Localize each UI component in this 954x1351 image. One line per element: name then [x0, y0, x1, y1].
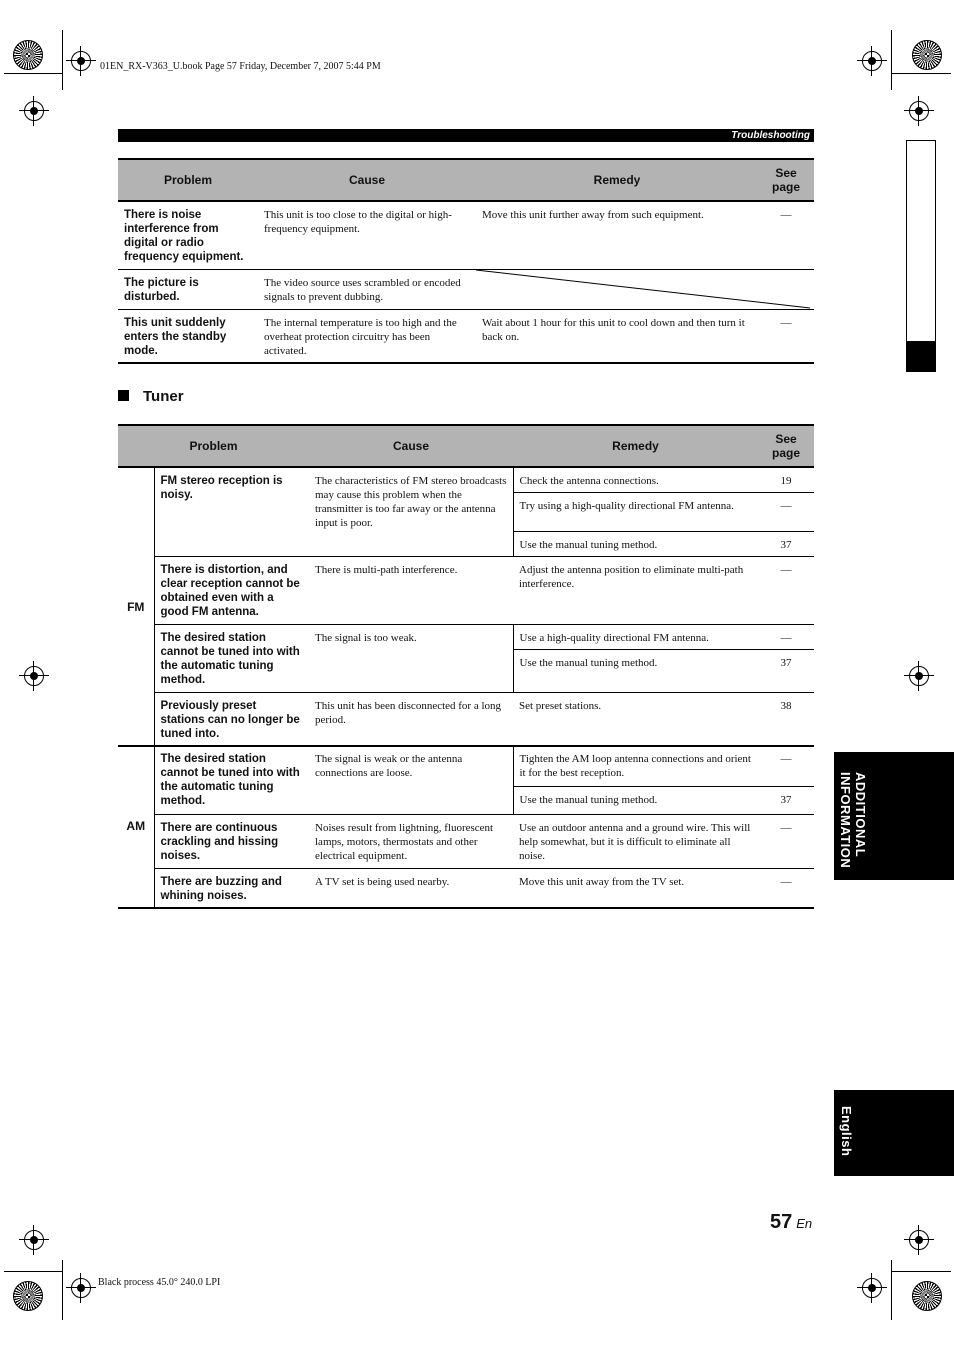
cause-cell: The characteristics of FM stereo broadcasts may cause this problem when the transmitter is too far away or the antenna input is poor. — [309, 467, 513, 557]
page-cell: 37 — [758, 650, 814, 693]
remedy-cell: Use the manual tuning method. — [513, 786, 758, 814]
problem-cell: There are continuous crackling and hissing noises. — [154, 814, 309, 868]
cause-cell: A TV set is being used nearby. — [315, 875, 450, 888]
crop-mark — [891, 1271, 951, 1272]
remedy-cell: Wait about 1 hour for this unit to cool down and then turn it back on. — [482, 316, 745, 343]
crop-mark — [62, 1260, 63, 1320]
page-label: page — [771, 180, 800, 194]
remedy-cell: Use an outdoor antenna and a ground wire. This will help somewhat, but it is difficult to eliminate all noise. — [513, 814, 758, 868]
registration-rosette-icon — [13, 1281, 43, 1311]
remedy-cell: Check the antenna connections. — [513, 467, 758, 493]
remedy-cell: Use the manual tuning method. — [513, 532, 758, 557]
cause-cell: This unit is too close to the digital or high-frequency equipment. — [258, 201, 476, 269]
cause-cell: Noises result from lightning, fluorescent lamps, motors, thermostats and other electrical equipment. — [309, 814, 513, 868]
crosshair-mark-icon — [862, 51, 882, 71]
crosshair-mark-icon — [24, 1230, 44, 1250]
side-tab-outline — [906, 140, 936, 372]
remedy-cell: Adjust the antenna position to eliminate multi-path interference. — [513, 557, 758, 625]
crosshair-mark-icon — [24, 666, 44, 686]
see-label: See — [775, 432, 797, 446]
cause-cell: The internal temperature is too high and the overheat protection circuitry has been activated. — [264, 316, 457, 357]
section-bar-label: Troubleshooting — [731, 130, 810, 141]
page-cell: 37 — [758, 786, 814, 814]
crop-mark — [62, 30, 63, 90]
cause-cell: The signal is too weak. — [309, 625, 513, 693]
cause-cell: The signal is weak or the antenna connections are loose. — [309, 746, 513, 814]
band-label-fm: FM — [118, 467, 154, 746]
problem-cell: The desired station cannot be tuned into with the automatic tuning method. — [154, 746, 309, 814]
remedy-cell: Set preset stations. — [519, 700, 602, 712]
page-cell: — — [758, 814, 814, 868]
side-tab-english-label: English — [839, 1106, 854, 1157]
problem-cell: The picture is disturbed. — [118, 269, 258, 309]
side-tab-label — [838, 772, 868, 868]
crop-mark — [4, 73, 62, 74]
crosshair-mark-icon — [909, 1230, 929, 1250]
problem-cell: Previously preset stations can no longer be tuned into. — [160, 700, 300, 740]
remedy-empty-cell — [476, 269, 814, 309]
problem-cell: This unit suddenly enters the standby mode. — [124, 316, 227, 357]
troubleshooting-table — [118, 158, 814, 364]
crosshair-mark-icon — [909, 666, 929, 686]
crosshair-mark-icon — [71, 1278, 91, 1298]
table-row — [118, 625, 814, 650]
page-cell: — — [758, 557, 814, 625]
page-number-value: 57 — [770, 1211, 793, 1233]
crop-mark — [4, 1271, 62, 1272]
crosshair-mark-icon — [71, 51, 91, 71]
problem-cell: There is distortion, and clear reception cannot be obtained even with a good FM antenna. — [154, 557, 309, 625]
print-footer: Black process 45.0° 240.0 LPI — [98, 1277, 221, 1288]
see-label: See — [775, 166, 797, 180]
column-header-see-page — [758, 159, 814, 201]
problem-cell: FM stereo reception is noisy. — [154, 467, 309, 557]
registration-rosette-icon — [912, 1281, 942, 1311]
table-header-row — [118, 425, 814, 467]
registration-rosette-icon — [13, 40, 43, 70]
crosshair-mark-icon — [24, 101, 44, 121]
section-bar — [118, 129, 814, 142]
remedy-cell: Move this unit further away from such equipment. — [476, 201, 758, 269]
crop-mark — [891, 30, 892, 90]
page-language: En — [796, 1216, 813, 1231]
cause-cell: This unit has been disconnected for a long period. — [315, 700, 502, 726]
side-tab-additional-information — [834, 752, 954, 880]
crop-mark — [891, 73, 951, 74]
crosshair-mark-icon — [909, 101, 929, 121]
side-tab-marker — [906, 341, 935, 371]
column-header-remedy: Remedy — [513, 425, 758, 467]
table-row — [118, 269, 814, 309]
table-row — [118, 201, 814, 269]
square-bullet-icon — [118, 390, 129, 401]
page-cell: — — [780, 875, 792, 888]
section-title: Tuner — [143, 388, 184, 405]
table-row — [118, 557, 814, 625]
page-cell: — — [758, 493, 814, 532]
problem-cell: There is noise interference from digital or radio frequency equipment. — [118, 201, 258, 269]
side-tab-english — [834, 1090, 954, 1176]
table-row — [118, 309, 814, 363]
remedy-cell: Try using a high-quality directional FM antenna. — [513, 493, 758, 532]
remedy-cell: Use the manual tuning method. — [513, 650, 758, 693]
page-cell: 38 — [780, 700, 792, 712]
tuner-am-table — [118, 746, 814, 909]
table-row — [118, 467, 814, 493]
column-header-remedy: Remedy — [476, 159, 758, 201]
table-row — [118, 746, 814, 786]
table-row — [118, 693, 814, 747]
remedy-cell: Tighten the AM loop antenna connections and orient it for the best reception. — [513, 746, 758, 786]
page-cell: — — [758, 746, 814, 786]
column-header-see-page — [758, 425, 814, 467]
remedy-cell: Use a high-quality directional FM antenna. — [513, 625, 758, 650]
page-cell: 19 — [758, 467, 814, 493]
remedy-cell: Move this unit away from the TV set. — [519, 875, 685, 888]
side-tab-label-line2: INFORMATION — [838, 772, 853, 869]
crop-mark — [891, 1260, 892, 1320]
table-header-row — [118, 159, 814, 201]
section-heading-tuner — [118, 388, 184, 405]
registration-rosette-icon — [912, 40, 942, 70]
page-cell: — — [758, 201, 814, 269]
problem-cell: The desired station cannot be tuned into with the automatic tuning method. — [154, 625, 309, 693]
page-cell: 37 — [758, 532, 814, 557]
page-label: page — [771, 446, 800, 460]
print-header: 01EN_RX-V363_U.book Page 57 Friday, December 7, 2007 5:44 PM — [100, 61, 381, 72]
band-label-am: AM — [118, 746, 154, 908]
column-header-problem: Problem — [118, 159, 258, 201]
cause-cell: There is multi-path interference. — [309, 557, 513, 625]
table-row — [118, 868, 814, 908]
table-row — [118, 814, 814, 868]
crosshair-mark-icon — [862, 1278, 882, 1298]
column-header-cause: Cause — [309, 425, 513, 467]
problem-cell: There are buzzing and whining noises. — [160, 875, 282, 902]
diagonal-slash — [476, 270, 810, 309]
tuner-table — [118, 424, 814, 747]
page-cell: — — [780, 316, 792, 329]
page-number — [770, 1211, 812, 1234]
cause-cell: The video source uses scrambled or encoded signals to prevent dubbing. — [258, 269, 476, 309]
column-header-cause: Cause — [258, 159, 476, 201]
side-tab-label-line1: ADDITIONAL — [853, 772, 868, 858]
page-cell: — — [758, 625, 814, 650]
column-header-problem: Problem — [118, 425, 309, 467]
